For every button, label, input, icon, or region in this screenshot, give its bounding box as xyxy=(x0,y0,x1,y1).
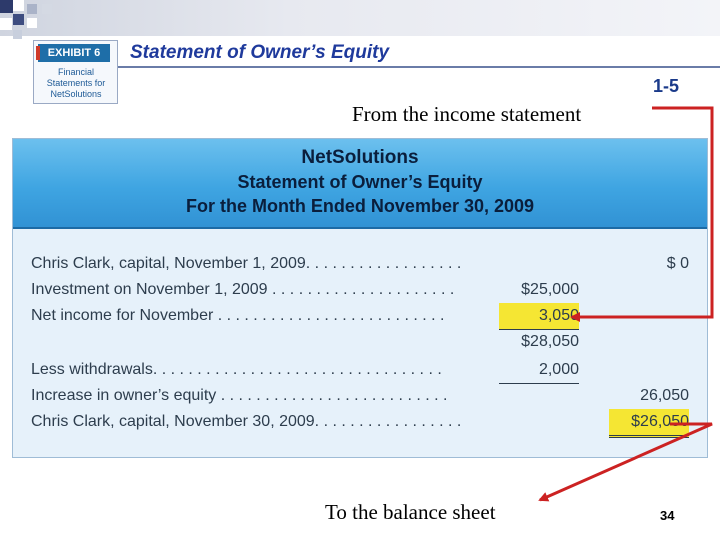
row-amount-col2: 26,050 xyxy=(640,387,689,404)
caption-to-balance-sheet: To the balance sheet xyxy=(325,500,496,524)
arrow-to-balance-sheet xyxy=(540,424,712,500)
closing-capital-amount-highlighted: $26,050 xyxy=(609,409,689,438)
net-income-amount-highlighted: 3,050 xyxy=(499,303,579,330)
caption-from-income-statement: From the income statement xyxy=(352,102,582,126)
statement-period: For the Month Ended November 30, 2009 xyxy=(185,196,535,216)
row-amount-col2: $ 0 xyxy=(666,255,689,272)
exhibit-label: EXHIBIT 6 xyxy=(38,44,110,62)
row-label: Chris Clark, capital, November 30, 2009. . . . . . . . . . . . . . . . . xyxy=(31,413,462,430)
row-amount-col1: $25,000 xyxy=(521,281,579,298)
row-label: Less withdrawals. . . . . . . . . . . . . . . . . . . . . . . . . . . . . . . . . xyxy=(31,361,442,378)
row-amount-col1: 2,000 xyxy=(499,357,579,384)
row-label: Net income for November . . . . . . . . . . . . . . . . . . . . . . . . . . xyxy=(31,307,445,324)
row-label: Investment on November 1, 2009 . . . . . . . . . . . . . . . . . . . . . xyxy=(31,281,455,298)
row-amount-col1: $28,050 xyxy=(521,333,579,350)
row-label: Chris Clark, capital, November 1, 2009. . . . . . . . . . . . . . . . . . xyxy=(31,255,462,272)
slide-number: 34 xyxy=(660,508,675,523)
page-reference: 1-5 xyxy=(653,76,680,96)
exhibit-subtitle: Financial Statements for NetSolutions xyxy=(46,67,106,99)
slide-title: Statement of Owner’s Equity xyxy=(130,42,390,63)
arrow-from-income-statement xyxy=(572,108,712,317)
company-name: NetSolutions xyxy=(301,147,419,168)
row-label: Increase in owner’s equity . . . . . . . . . . . . . . . . . . . . . . . . . . xyxy=(31,387,448,404)
statement-title: Statement of Owner’s Equity xyxy=(237,172,483,192)
